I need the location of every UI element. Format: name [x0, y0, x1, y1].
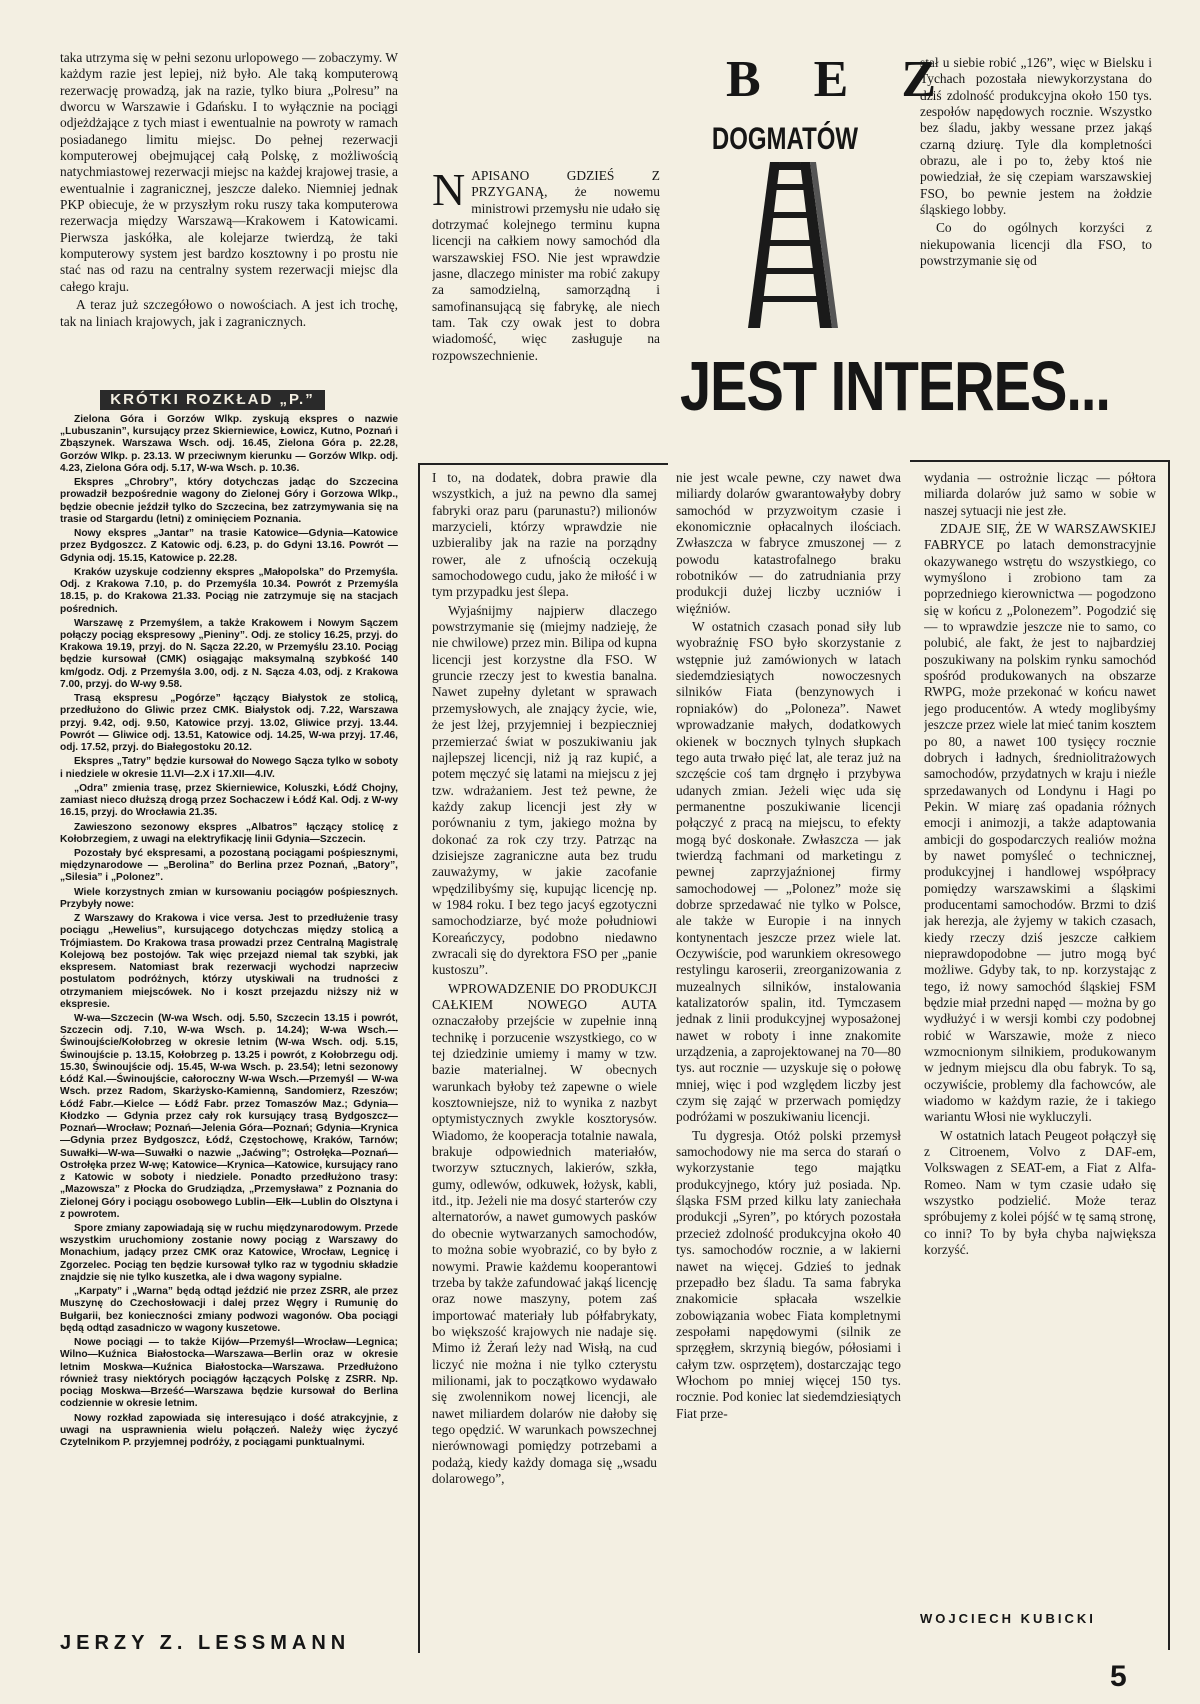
divider-rule [910, 460, 1170, 462]
author-byline: WOJCIECH KUBICKI [920, 1611, 1096, 1626]
column-2-top [432, 168, 660, 468]
timetable-entry: Zielona Góra i Gorzów Wlkp. zyskują ekspres o nazwie „Lubuszanin”, kursujący przez Skierniewice, Łowicz, Kutno, Poznań i Zbąszynek. Warszawa Wsch. odj. 16.45, Zielona Góra p. 22.28, Gorzów Wlkp. p. 23.13. W przeciwnym kierunku — Gorzów Wlkp. odj. 4.23, Zielona Góra odj. 5.17, W-wa Wsch. p. 10.36. [60, 414, 398, 474]
headline-dogmatow: DOGMATÓW [711, 121, 859, 157]
paragraph: WPROWADZENIE DO PRODUKCJI CAŁKIEM NOWEGO AUTA oznaczałoby przejście w zupełnie inną technikę i porzucenie wszystkiego, co w tej dziedzinie umiemy i mamy w tzw. bazie materialnej. W obecnych warunkach byłoby też zapewne o wiele kosztowniejsze, niż to wynika z nazbyt optymistycznych zwykle kosztorysów. Wiadomo, że kooperacja totalnie nawala, brakuje odpowiednich materiałów, tworzyw sztucznych, lakierów, szkła, gumy, odlewów, odkuwek, łożysk, kabli, itd., itp. Jeżeli nie ma dosyć starterów czy alternatorów, a nawet gumowych pasków do obecnie wytwarzanych samochodów, to można sobie wyobrazić, co by było z nowymi. Prawie każdemu kooperantowi trzeba by także zafundować jakąś licencję oraz nowe maszyny, potem zaś importować materiały lub półfabrykaty, bo większość krajowych nie nadaje się. Mimo iż Żerań leży nad Wisłą, na cud liczyć nie można i nie tylko czterystu milionami, jak to początkowo wydawało się zwolennikom nowej licencji, ale nawet miliardem dolarów nie dałoby się tego opędzić. W warunkach powszechnej nierównowagi pomiędzy potrzebami a podażą, kiedy każdy domaga się „wsadu dolarowego”, [432, 980, 657, 1486]
timetable-entry: Ekspres „Tatry” będzie kursował do Nowego Sącza tylko w soboty i niedziele w okresie 11.VI—2.X i 17.XII—4.IV. [60, 756, 398, 780]
timetable-entry: Spore zmiany zapowiadają się w ruchu międzynarodowym. Przede wszystkim uruchomiony zostanie nowy pociąg z Warszawy do Monachium, jadący przez CMK oraz Katowice, Wrocław, Legnicę i Zgorzelec. Pociąg ten będzie kursował tylko raz w tygodniu składzie znajdzie się nie tylko kuszetka, ale i dwa wagony sypialne. [60, 1223, 398, 1283]
paragraph: W ostatnich latach Peugeot połączył się z Citroenem, Volvo z DAF-em, Volkswagen z SEAT-em, a Fiat z Alfa-Romeo. Nam w tym czasie udało się wszystko podzielić. Może teraz spróbujemy z kolei pójść w tę samą stronę, co inni? To by była chyba największa korzyść. [924, 1127, 1156, 1258]
divider-rule [418, 463, 668, 465]
paragraph: Co do ogólnych korzyści z niekupowania licencji dla FSO, to powstrzymanie się od [920, 220, 1152, 269]
timetable-entry: Wiele korzystnych zmian w kursowaniu pociągów pośpiesznych. Przybyły nowe: [60, 886, 398, 910]
paragraph: Wyjaśnijmy najpierw dlaczego powstrzymanie się (miejmy nadzieję, że nie chwilowe) przez min. Bilipa od kupna licencji jest korzystne dla FSO. W gruncie rzeczy jest to kwestia banalna. Nawet zupełny dyletant w sprawach przemysłowych, ale znający życie, wie, że jest lżej, przyjemniej i bezpieczniej przemierzać świat w poszukiwaniu jak najlepszej licencji, niż ją raz kupić, a potem męczyć się latami na miejscu z jej tzw. wdrażaniem. Jest też pewne, że każdy zakup licencji jest zły w porównaniu z tym, jakiego można by dokonać za rok czy trzy. Patrząc na dzisiejsze zagraniczne auta bez trudu zauważymy, w jakie zacofanie wpędzilibyśmy się, kupując licencję np. w 1984 roku. I bez tego jacyś egzotyczni samochodziarze, być może południowi Koreańczycy, podobno niedawno zwracali się do dyrektora FSO per „panie kustoszu”. [432, 602, 657, 978]
paragraph: Tu dygresja. Otóż polski przemysł samochodowy nie ma serca do starań o wykorzystanie tego majątku produkcyjnego, który już posiada. Np. śląska FSM przed kilku laty zaniechała produkcji „Syren”, po których pozostała przecież zdolność produkcyjna około 40 tys. samochodów rocznie, a w lakierni nawet na więcej. Gdzieś to jednak przepadło bez śladu. Ta sama fabryka znakomicie spłacała wszelkie zobowiązania wobec Fiata kompletnymi zespołami napędowymi (silnik ze sprzęgłem, skrzynią biegów, półosiami i całym tzw. osprzętem), dostarczając tego Włochom po mniej więcej 150 tys. rocznie. Pod koniec lat siedemdziesiątych Fiat prze- [676, 1127, 901, 1421]
paragraph: A teraz już szczegółowo o nowościach. A jest ich trochę, tak na liniach krajowych, jak i zagranicznych. [60, 297, 398, 329]
timetable-entry: Nowy rozkład zapowiada się interesująco i dość atrakcyjnie, z uwagi na usprawnienia wielu połączeń. Należy więc życzyć Czytelnikom P. przyjemnej podróży, z pociągami punktualnymi. [60, 1412, 398, 1448]
timetable-entry: Zawieszono sezonowy ekspres „Albatros” łączący stolicę z Kołobrzegiem, z uwagi na elektryfikację linii Gdynia—Szczecin. [60, 821, 398, 845]
headline-bez: B E Z [726, 51, 957, 108]
timetable-entry: Ekspres „Chrobry”, który dotychczas jadąc do Szczecina prowadził bezpośrednie wagony do Zielonej Góry i Gorzowa Wlkp., będzie obecnie jeździł tylko do Szczecina, bez zatrzymywania się na trasie od Stargardu (letni) z ominięciem Poznania. [60, 477, 398, 525]
headline-jest-interes: JEST INTERES... [680, 346, 1110, 425]
paragraph: APISANO GDZIEŚ Z PRZYGANĄ, że nowemu ministrowi przemysłu nie udało się dotrzymać kolejnego terminu kupna licencji na całkiem nowy samochód dla warszawskiej FSO. Nie jest wprawdzie jasne, dlaczego minister ma robić zakupy za samodzielną, samorządną i samofinansującą się fabrykę, ale niech tam. Tak czy owak jest to dobra wiadomość, więc zasługuje na rozpowszechnienie. [432, 168, 660, 363]
paragraph: wydania — ostrożnie licząc — półtora miliarda dolarów już samo w sobie w naszej sytuacji nie jest złe. [924, 470, 1156, 518]
ladder-illustration [740, 160, 840, 330]
timetable-entry: Nowy ekspres „Jantar” na trasie Katowice—Gdynia—Katowice przez Bydgoszcz. Z Katowic odj. 6.23, p. do Gdyni 13.16. Powrót — Gdynia odj. 15.15, Katowice p. 22.28. [60, 528, 398, 564]
paragraph: stał u siebie robić „126”, więc w Bielsku i Tychach pozostała niewykorzystana do dziś zdolność produkcyjna około 150 tys. zespołów napędowych rocznie. Wszystko bez śladu, jakby wessane przez jakąś czarną dziurę. Tyle dla kompletności obrazu, ale i po to, żeby ktoś nie powiedział, że się czepiam warszawskiej FSO, bo pewnie jestem na żołdzie śląskiego lobby. [920, 55, 1152, 218]
timetable-entry: Pozostały być ekspresami, a pozostaną pociągami pośpiesznymi, międzynarodowe — „Berolina” do Berlina przez Poznań, „Batory”, „Silesia” i „Polonez”. [60, 847, 398, 884]
timetable-entry: Z Warszawy do Krakowa i vice versa. Jest to przedłużenie trasy pociągu „Hewelius”, kursującego dotychczas między stolicą a Trójmiastem. Do Krakowa trasa prowadzi przez Centralną Magistralę Kolejową bez postojów. Tak więc przejazd niemal tak szybki, jak ekspresem. Natomiast brak rezerwacji wychodzi naprzeciw postulatom podróżnych, którzy utyskiwali na trudności z otrzymaniem miejscówek. No i koszt przejazdu niższy niż w ekspresie. [60, 913, 398, 1010]
timetable-entry: Kraków uzyskuje codzienny ekspres „Małopolska” do Przemyśla. Odj. z Krakowa 7.10, p. do Przemyśla 10.34. Powrót z Przemyśla 18.15, p. do Krakowa 21.33. Pociąg nie zatrzymuje się na stacjach pośrednich. [60, 566, 398, 615]
timetable-entry: „Karpaty” i „Warna” będą odtąd jeździć nie przez ZSRR, ale przez Muszynę do Czechosłowacji i dalej przez Węgry i Rumunię do Bułgarii, bez konieczności zmiany podwozi wagonów. Oba pociągi będą odtąd zasadniczo w wagony kuszetowe. [60, 1286, 398, 1334]
timetable-entry: W-wa—Szczecin (W-wa Wsch. odj. 5.50, Szczecin 13.15 i powrót, Szczecin odj. 7.10, W-wa Wsch. p. 14.24); W-wa Wsch.—Świnoujście/Kołobrzeg w okresie letnim (W-wa Wsch. odj. 5.15, Świnoujście p. 13.15, Kołobrzeg p. 13.25 i powrót, z Kołobrzegu odj. 15.30, Świnoujście odj. 15.45, W-wa Wsch. p. 23.54); letni sezonowy Łódź Kal.—Świnoujście, całoroczny W-wa Wsch.—Przemyśl — W-wa Wsch. przez Radom, Skarżysko-Kamienną, Sandomierz, Rzeszów; Łódź Fabr.—Kielce — Łódź Fabr. przez Tomaszów Maz.; Gdynia—Kłodzko — Gdynia przez cały rok kursujący trasą Bydgoszcz—Poznań—Wrocław; Poznań—Jelenia Góra—Poznań; Gdynia—Krynica—Gdynia przez Bydgoszcz, Łódź, Częstochowę, Kraków, Tarnów; Suwałki—W-wa—Suwałki o nazwie „Jaćwing”; Ostrołęka—Poznań—Ostrołęka przez W-wę; Katowice—Krynica—Katowice, kursujący rano z Katowic w soboty i niedziele. Ponadto przedłużono trasy: „Mazowsza” z Płocka do Grudziądza, „Przemysława” z Poznania do Zielonej Góry i pociągu osobowego Lublin—Ełk—Lublin do Olsztyna i z powrotem. [60, 1013, 398, 1220]
timetable-section [60, 414, 398, 1614]
paragraph: nie jest wcale pewne, czy nawet dwa miliardy dolarów gwarantowałyby dobry samochód w przyzwoitym czasie i ekonomicznie opłacalnych ilościach. Zwłaszcza w fabryce zmuszonej — z powodu katastrofalnego braku robotników — do zatrudniania przy produkcji dużej liczby uczniów i więźniów. [676, 470, 901, 616]
column-4 [924, 470, 1156, 1600]
timetable-entry: Warszawę z Przemyślem, a także Krakowem i Nowym Sączem połączy pociąg ekspresowy „Pieniny”. Odj. ze stolicy 16.25, przyj. do Krakowa 19.19, przyj. do N. Sącza 22.20, w Przemyślu 23.10. Pociąg będzie kursował (CMK) osiągając maksymalną szybkość 140 km/godz. Odj. z Przemyśla 3.00, odj. z N. Sącza 4.03, odj. z Krakowa 7.00, przyj. do W-wy 9.58. [60, 617, 398, 690]
author-byline: JERZY Z. LESSMANN [60, 1632, 351, 1654]
column-1-intro [60, 50, 398, 390]
page-number: 5 [1110, 1660, 1127, 1693]
paragraph: ZDAJE SIĘ, ŻE W WARSZAWSKIEJ FABRYCE po latach demonstracyjnie okazywanego wstrętu do wszystkiego, co wymyślono i zrobiono tam za poprzedniego kierownictwa — pogodzono się w końcu z „Polonezem”. Pogodzić się — to wprawdzie jeszcze nie to samo, co polubić, ale fakt, że jest to najbardziej poszukiwany na polskim rynku samochód spośród produkowanych na obszarze RWPG, może przekonać w końcu nawet jego producentów. A wtedy moglibyśmy jeszcze przez wiele lat mieć tanim kosztem po 80, a nawet 100 tysięcy rocznie dobrych i ładnych, średniolitrażowych samochodów, przydatnych w kraju i nieźle sprzedawanych od Londynu i Hagi po Pekin. W miarę zaś opadania różnych emocji i animozji, a także adaptowania ambicji do gospodarczych realiów można by nawet pomyśleć o technicznej, produkcyjnej i handlowej współpracy pomiędzy warszawskimi a śląskimi producentami samochodów. Brzmi to dziś jak herezja, ale żyjemy w takich czasach, kiedy rzeczy dziś jeszcze całkiem nieprawdopodobne — jutro mogą być możliwe. Gdyby tak, to np. korzystając z tego, iż nowy samochód śląskiej FSM będzie miał przedni napęd — można by go wydłużyć i w wersji kombi czy podobnej robić w Warszawie, może z nieco wzmocnionym silnikiem, produkowanym w jednym miejscu dla obu fabryk. To są, oczywiście, problemy dla fachowców, ale wiadomo w każdym razie, że i takiego wariantu Włosi nie wykluczyli. [924, 521, 1156, 1125]
column-3 [676, 470, 901, 1650]
column-3-top [920, 55, 1152, 330]
timetable-entry: Trasą ekspresu „Pogórze” łączący Białystok ze stolicą, przedłużono do Gliwic przez CMK. Białystok odj. 7.22, Warszawa przyj. 9.42, odj. 9.50, Katowice przyj. 13.02, Gliwice przyj. 13.44. Powrót — Gliwice odj. 13.51, Katowice odj. 14.25, W-wa przyj. 17.46, odj. 17.52, przyj. do Białegostoku 20.12. [60, 693, 398, 754]
divider-rule [418, 463, 420, 1653]
column-2 [432, 470, 657, 1650]
paragraph: W ostatnich czasach ponad siły lub wyobraźnię FSO było skorzystanie z wstępnie już zamówionych w latach siedemdziesiątych nowoczesnych silników Fiata (benzynowych i ropniaków) do „Poloneza”. Nawet wprowadzanie małych, dodatkowych okienek w bocznych tylnych słupkach tego auta trwało pięć lat, ale teraz już na szczęście coś tam drgnęło i przybywa udanych zmian. Jeżeli więc uda się permanentne poszukiwanie licencji połączyć z pracą na miejscu, to efekty mogą być doskonałe. Zwłaszcza — jak twierdzą fachmani od marketingu z pewnej zaprzyjaźnionej firmy samochodowej — „Polonez” może się dobrze sprzedawać nie tylko w Polsce, ale także w Europie i na innych kontynentach jeszcze przez wiele lat. Oczywiście, pod warunkiem okresowego restylingu karoserii, zreorganizowania z muzealnych silników, instalowania katalizatorów spalin, itd. Tymczasem jednak z linii produkcyjnej wyposażonej nawet w roboty i inne znakomite urządzenia, a zaprojektowanej na 70—80 tys. aut rocznie — uzyskuje się o połowę mniej, więc i pod względem liczby jest czym się zająć w przerwach pomiędzy podróżami w poszukiwaniu licencji. [676, 619, 901, 1125]
paragraph: I to, na dodatek, dobra prawie dla wszystkich, a już na pewno dla samej fabryki oraz paru (parunastu?) milionów marzycieli, którzy wprawdzie nie uzbieraliby jak na razie na porządny rower, ale z ufnością oczekują samochodowego cudu, jako że miłość i w tym przypadku jest ślepa. [432, 470, 657, 600]
timetable-entry: „Odra” zmienia trasę, przez Skierniewice, Koluszki, Łódź Chojny, zamiast nieco dłuższą drogą przez Sochaczew i Łódź Kal. Odj. z W-wy 16.15, przyj. do Wrocławia 21.35. [60, 782, 398, 819]
divider-rule [1168, 460, 1170, 1650]
timetable-entry: Nowe pociągi — to także Kijów—Przemyśl—Wrocław—Legnica; Wilno—Kuźnica Białostocka—Warszawa—Berlin oraz w okresie letnim Moskwa—Kuźnica Białostocka—Warszawa. Przedłużono również trasy niektórych pociągów łączących Polskę z ZSRR. Np. pociąg Moskwa—Brześć—Warszawa będzie kursował do Berlina codziennie w okresie letnim. [60, 1337, 398, 1410]
drop-cap: N [432, 168, 466, 215]
timetable-title: KRÓTKI ROZKŁAD „P.” [100, 390, 325, 410]
paragraph: taka utrzyma się w pełni sezonu urlopowego — zobaczymy. W każdym razie jest lepiej, niż było. Ale taką komputerową rezerwację prowadzą, jak na razie, tylko biura „Polresu” na dworcu w Warszawie i Gdańsku. I to wyłącznie na pociągi odjeżdżające z tych miast i ewentualnie na powroty w ramach posiadanego limitu miejsc. Do pełnej rezerwacji komputerowej obejmującej całą Polskę, z możliwością natychmiastowej rezerwacji miejsc na każdej krajowej trasie, a ewentualnie i zagranicznej, jeszcze daleko. Niemniej jednak PKP obiecuje, że w przyszłym roku ruszy taka komputerowa rezerwacja między Warszawą—Krakowem i Katowicami. Pierwsza jaskółka, ale kolejarze twierdzą, że taki komputerowy system jest bardzo kosztowny i po prostu nie stać nas od razu na centralny system rezerwacji miejsc dla całego kraju. [60, 50, 398, 294]
